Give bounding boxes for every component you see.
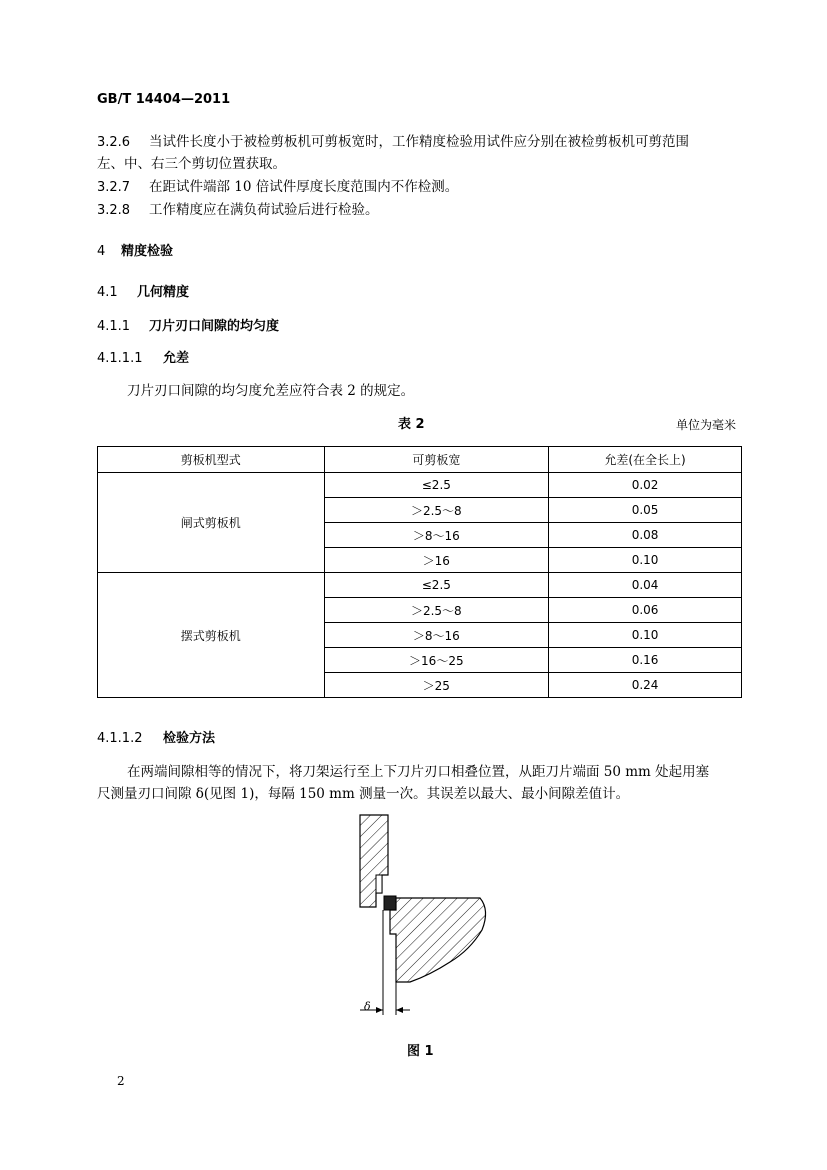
tolerance-table bbox=[97, 446, 742, 698]
width-cell: ≤2.5 bbox=[324, 573, 549, 598]
tolerance-cell: 0.05 bbox=[549, 498, 742, 523]
figure-1-drawing bbox=[330, 810, 510, 1025]
section-number: 4.1.1.2 bbox=[97, 731, 143, 746]
tolerance-cell: 0.04 bbox=[549, 573, 742, 598]
section-title: 允差 bbox=[163, 351, 190, 366]
tolerance-cell: 0.08 bbox=[549, 523, 742, 548]
clause-3-2-6-cont: 左、中、右三个剪切位置获取。 bbox=[97, 156, 286, 172]
clause-number: 3.2.6 bbox=[97, 135, 131, 150]
clause-3-2-6 bbox=[97, 130, 689, 150]
clause-number: 3.2.8 bbox=[97, 203, 131, 218]
section-number: 4.1.1.1 bbox=[97, 351, 143, 366]
table-header-row bbox=[98, 447, 742, 473]
tolerance-cell: 0.16 bbox=[549, 648, 742, 673]
section-title: 刀片刃口间隙的均匀度 bbox=[149, 319, 280, 334]
table-row bbox=[98, 473, 742, 498]
delta-label: δ bbox=[364, 1000, 371, 1013]
clause-3-2-8 bbox=[97, 198, 379, 218]
tolerance-cell: 0.02 bbox=[549, 473, 742, 498]
standard-code: GB/T 14404—2011 bbox=[97, 92, 231, 107]
tolerance-cell: 0.10 bbox=[549, 548, 742, 573]
section-4-1-1-1-heading bbox=[97, 347, 189, 366]
tolerance-cell: 0.06 bbox=[549, 598, 742, 623]
method-paragraph-line2: 尺测量刃口间隙 δ(见图 1)，每隔 150 mm 测量一次。其误差以最大、最小间隙差值计。 bbox=[97, 786, 630, 802]
clause-3-2-7 bbox=[97, 175, 458, 195]
clause-text: 在距试件端部 10 倍试件厚度长度范围内不作检测。 bbox=[149, 179, 459, 195]
width-cell: ≤2.5 bbox=[324, 473, 549, 498]
section-title: 几何精度 bbox=[137, 285, 190, 300]
page-number: 2 bbox=[117, 1074, 125, 1088]
section-4-1-1-2-heading bbox=[97, 727, 215, 746]
section-number: 4 bbox=[97, 244, 106, 259]
section-title: 检验方法 bbox=[163, 731, 216, 746]
section-4-1-heading bbox=[97, 281, 189, 300]
method-paragraph-line1: 在两端间隙相等的情况下，将刀架运行至上下刀片刃口相叠位置，从距刀片端面 50 mm 处起用塞 bbox=[127, 764, 710, 780]
width-cell: ＞16～25 bbox=[324, 648, 549, 673]
width-cell: ＞2.5～8 bbox=[324, 598, 549, 623]
tolerance-cell: 0.10 bbox=[549, 623, 742, 648]
section-4-1-1-heading bbox=[97, 315, 279, 334]
width-cell: ＞16 bbox=[324, 548, 549, 573]
section-title: 精度检验 bbox=[121, 244, 174, 259]
section-number: 4.1 bbox=[97, 285, 118, 300]
width-cell: ＞2.5～8 bbox=[324, 498, 549, 523]
tolerance-cell: 0.24 bbox=[549, 673, 742, 698]
width-cell: ＞25 bbox=[324, 673, 549, 698]
section-4-heading bbox=[97, 240, 173, 259]
section-number: 4.1.1 bbox=[97, 319, 131, 334]
width-cell: ＞8～16 bbox=[324, 623, 549, 648]
figure-caption: 图 1 bbox=[407, 1044, 434, 1059]
width-cell: ＞8～16 bbox=[324, 523, 549, 548]
clause-text: 当试件长度小于被检剪板机可剪板宽时，工作精度检验用试件应分别在被检剪板机可剪范围 bbox=[149, 134, 689, 150]
clause-number: 3.2.7 bbox=[97, 180, 131, 195]
table-caption: 表 2 bbox=[398, 417, 425, 432]
shear-type-cell: 摆式剪板机 bbox=[98, 573, 325, 698]
shear-type-cell: 闸式剪板机 bbox=[98, 473, 325, 573]
tolerance-paragraph: 刀片刃口间隙的均匀度允差应符合表 2 的规定。 bbox=[127, 383, 415, 399]
table-unit-note: 单位为毫米 bbox=[676, 418, 737, 432]
header-type: 剪板机型式 bbox=[98, 447, 325, 473]
clause-text: 工作精度应在满负荷试验后进行检验。 bbox=[149, 202, 379, 218]
header-width: 可剪板宽 bbox=[324, 447, 549, 473]
header-tolerance: 允差(在全长上) bbox=[549, 447, 742, 473]
table-row bbox=[98, 573, 742, 598]
